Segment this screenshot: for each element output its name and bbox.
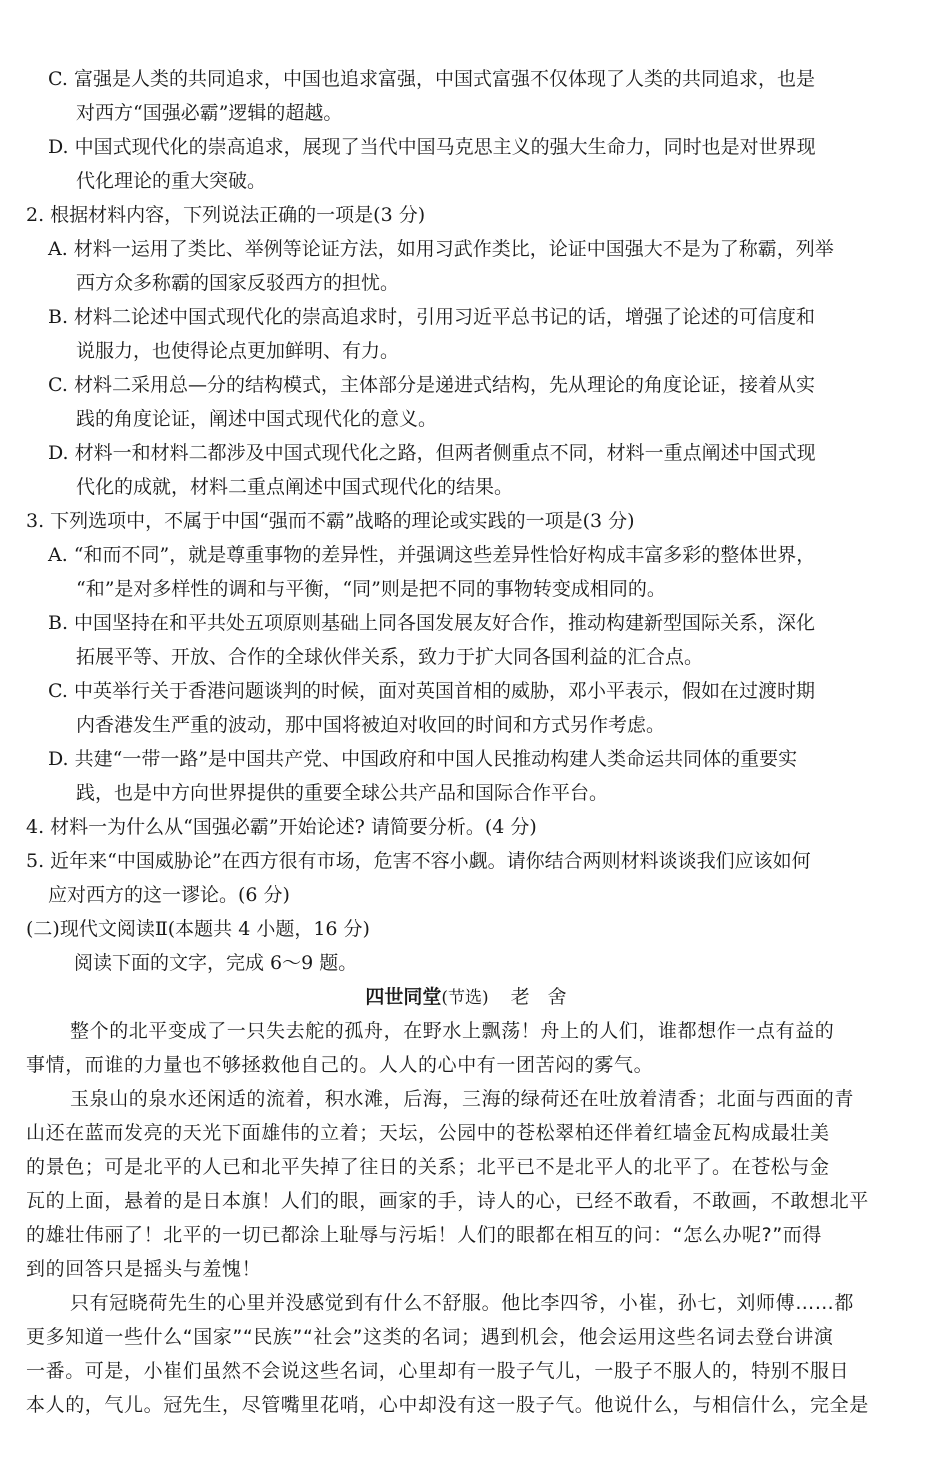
text-line: 应对西方的这一谬论。(6 分)	[48, 884, 290, 906]
text-line: 4. 材料一为什么从“国强必霸”开始论述? 请简要分析。(4 分)	[26, 816, 537, 838]
passage-line: 到的回答只是摇头与羞愧！	[26, 1258, 262, 1280]
passage-line: 玉泉山的泉水还闲适的流着，积水滩，后海，三海的绿荷还在吐放着清香；北面与西面的青	[70, 1088, 855, 1110]
text-line: 践，也是中方向世界提供的重要全球公共产品和国际合作平台。	[76, 782, 609, 804]
text-line: 2. 根据材料内容，下列说法正确的一项是(3 分)	[26, 204, 426, 226]
passage-note: (节选)	[441, 988, 489, 1008]
text-line: 说服力，也使得论点更加鲜明、有力。	[76, 340, 400, 362]
text-line: C. 中英举行关于香港问题谈判的时候，面对英国首相的威胁，邓小平表示，假如在过渡时期	[48, 680, 815, 702]
text-line: 阅读下面的文字，完成 6～9 题。	[74, 952, 358, 974]
text-line: D. 共建“一带一路”是中国共产党、中国政府和中国人民推动构建人类命运共同体的重要实	[48, 748, 798, 770]
question-block	[26, 62, 924, 980]
text-line: A. 材料一运用了类比、举例等论证方法，如用习武作类比，论证中国强大不是为了称霸，列举	[48, 238, 834, 260]
text-line: B. 材料二论述中国式现代化的崇高追求时，引用习近平总书记的话，增强了论述的可信度和	[48, 306, 816, 328]
passage-body	[26, 1014, 924, 1422]
text-line: 对西方“国强必霸”逻辑的超越。	[76, 102, 343, 124]
text-line: 代化的成就，材料二重点阐述中国式现代化的结果。	[76, 476, 514, 498]
text-line: 代化理论的重大突破。	[76, 170, 267, 192]
passage-line: 山还在蓝而发亮的天光下面雄伟的立着；天坛，公园中的苍松翠柏还伴着红墙金瓦构成最壮美	[26, 1122, 830, 1144]
text-line: 践的角度论证，阐述中国式现代化的意义。	[76, 408, 438, 430]
passage-title: 四世同堂	[365, 986, 442, 1008]
passage-line: 本人的，气儿。冠先生，尽管嘴里花哨，心中却没有这一股子气。他说什么，与相信什么，完全是	[26, 1394, 869, 1416]
passage-title-line	[26, 980, 924, 1014]
passage-line: 更多知道一些什么“国家”“民族”“社会”这类的名词；遇到机会，他会运用这些名词去登台讲演	[26, 1326, 834, 1348]
text-line: 拓展平等、开放、合作的全球伙伴关系，致力于扩大同各国利益的汇合点。	[76, 646, 704, 668]
text-line: D. 材料一和材料二都涉及中国式现代化之路，但两者侧重点不同，材料一重点阐述中国式现	[48, 442, 816, 464]
passage-line: 一番。可是，小崔们虽然不会说这些名词，心里却有一股子气儿，一股子不服人的，特别不服日	[26, 1360, 850, 1382]
text-line: C. 富强是人类的共同追求，中国也追求富强，中国式富强不仅体现了人类的共同追求，也是	[48, 68, 815, 90]
passage-line: 瓦的上面，悬着的是日本旗！人们的眼，画家的手，诗人的心，已经不敢看，不敢画，不敢想北平	[26, 1190, 869, 1212]
text-line: B. 中国坚持在和平共处五项原则基础上同各国发展友好合作，推动构建新型国际关系，深化	[48, 612, 816, 634]
text-line: 3. 下列选项中，不属于中国“强而不霸”战略的理论或实践的一项是(3 分)	[26, 510, 635, 532]
text-line: 内香港发生严重的波动，那中国将被迫对收回的时间和方式另作考虑。	[76, 714, 666, 736]
text-line: 5. 近年来“中国威胁论”在西方很有市场，危害不容小觑。请你结合两则材料谈谈我们应该如何	[26, 850, 811, 872]
text-line: A. “和而不同”，就是尊重事物的差异性，并强调这些差异性恰好构成丰富多彩的整体世界，	[48, 544, 816, 566]
text-line: C. 材料二采用总—分的结构模式，主体部分是递进式结构，先从理论的角度论证，接着从实	[48, 374, 815, 396]
passage-line: 只有冠晓荷先生的心里并没感觉到有什么不舒服。他比李四爷，小崔，孙七，刘师傅……都	[70, 1292, 855, 1314]
text-line: D. 中国式现代化的崇高追求，展现了当代中国马克思主义的强大生命力，同时也是对世界现	[48, 136, 816, 158]
passage-line: 的雄壮伟丽了！北平的一切已都涂上耻辱与污垢！人们的眼都在相互的问：“怎么办呢?”而得	[26, 1224, 822, 1246]
text-line: “和”是对多样性的调和与平衡，“同”则是把不同的事物转变成相同的。	[76, 578, 666, 600]
passage-line: 整个的北平变成了一只失去舵的孤舟，在野水上飘荡！舟上的人们，谁都想作一点有益的	[70, 1020, 835, 1042]
passage-author: 老舍	[510, 986, 585, 1008]
text-line: (二)现代文阅读Ⅱ(本题共 4 小题，16 分)	[26, 918, 370, 940]
passage-line: 事情，而谁的力量也不够拯救他自己的。人人的心中有一团苦闷的雾气。	[26, 1054, 654, 1076]
text-line: 西方众多称霸的国家反驳西方的担忧。	[76, 272, 400, 294]
passage-line: 的景色；可是北平的人已和北平失掉了往日的关系；北平已不是北平人的北平了。在苍松与金	[26, 1156, 830, 1178]
